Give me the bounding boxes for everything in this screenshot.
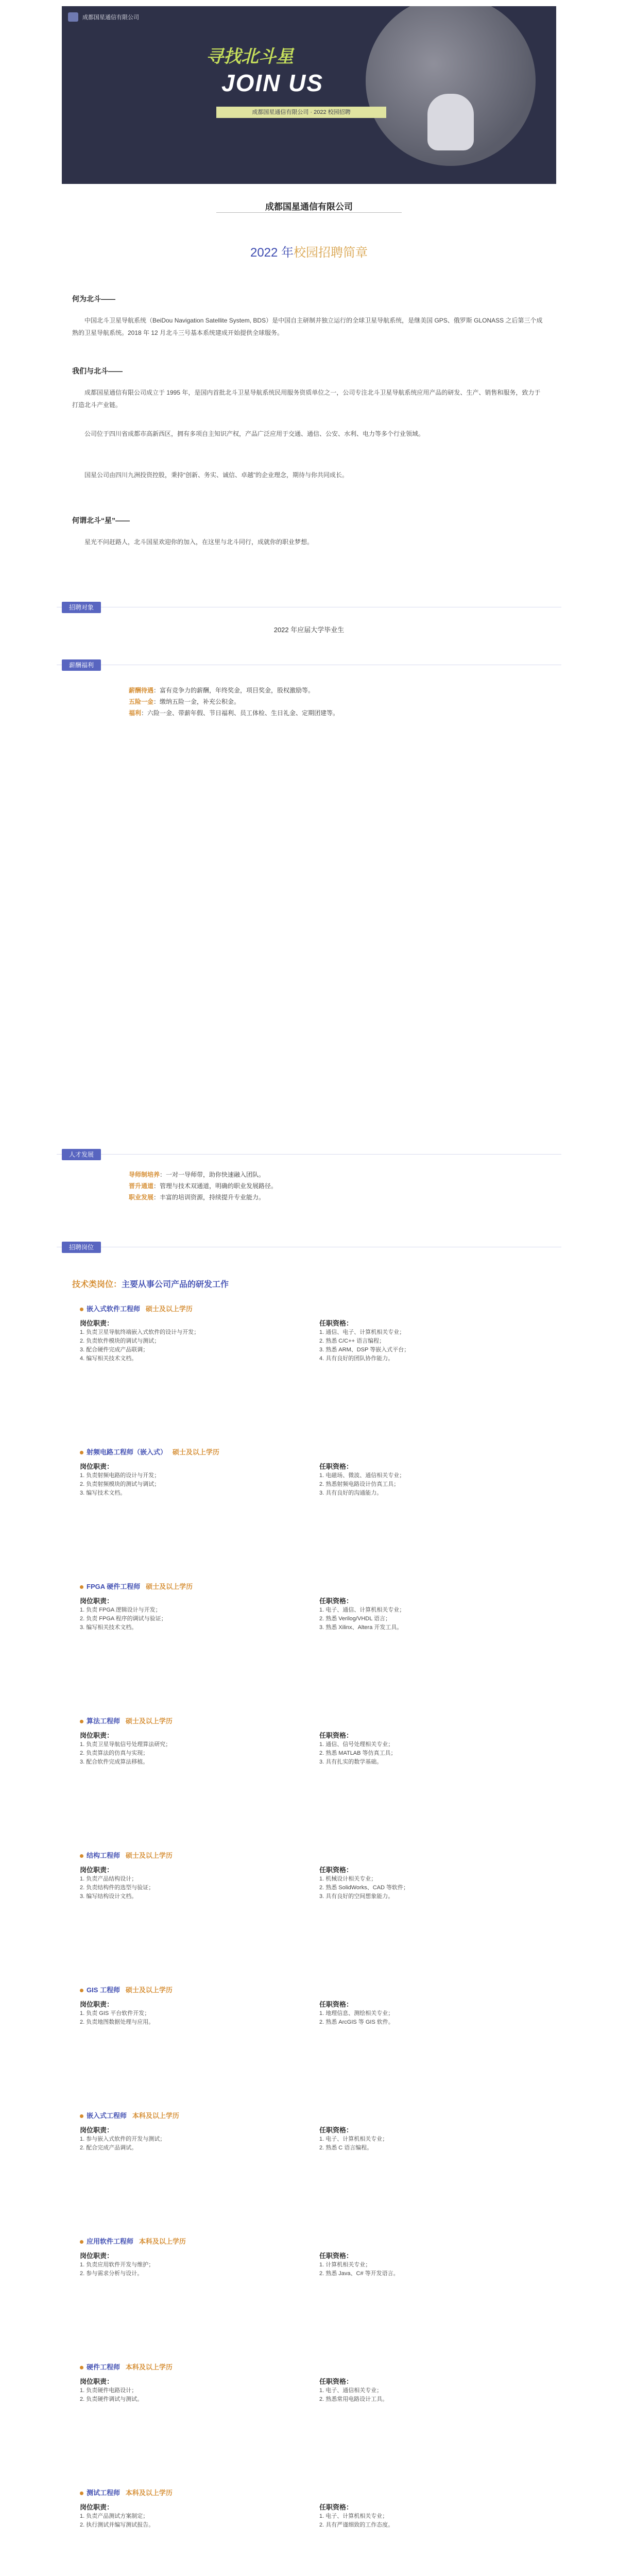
tag-target: 招聘对象 xyxy=(62,602,101,613)
banner-title-cn: 寻找北斗星 xyxy=(206,47,294,66)
dev-item: 导师制培养：一对一导师带，助你快速融入团队。 xyxy=(129,1171,265,1178)
duty-list xyxy=(80,1606,322,1632)
duty-heading: 岗位职责： xyxy=(80,1732,114,1739)
requirement-item: 1. 计算机相关专业； xyxy=(319,2262,371,2268)
bullet-icon xyxy=(80,1585,83,1589)
bullet-icon xyxy=(80,2114,83,2118)
benefit-item: 五险一金：缴纳五险一金，补充公积金。 xyxy=(129,698,241,705)
requirement-item: 2. 具有严谨细致的工作态度。 xyxy=(319,2522,394,2528)
duty-item: 2. 负责 FPGA 程序的调试与验证； xyxy=(80,1616,167,1622)
bullet-icon xyxy=(80,1451,83,1454)
job-title: 射频电路工程师（嵌入式） 硕士及以上学历 xyxy=(80,1447,219,1456)
requirement-list xyxy=(319,1328,561,1363)
hero-banner xyxy=(62,6,556,184)
requirement-item: 2. 熟悉 C 语言编程。 xyxy=(319,2145,373,2151)
target-text: 2022 年应届大学毕业生 xyxy=(273,626,345,634)
who-text-1: 成都国星通信有限公司成立于 1995 年，是国内首批北斗卫星导航系统民用服务资质单位之一，公司专注北斗卫星导航系统应用产品的研发、生产、销售和服务，致力于打造北斗产业链。 xyxy=(72,389,541,409)
job-title: 测试工程师 本科及以上学历 xyxy=(80,2487,173,2497)
bullet-icon xyxy=(80,1854,83,1858)
banner-subtitle: 成都国星通信有限公司 · 2022 校园招聘 xyxy=(216,107,386,118)
logo-mark-icon xyxy=(68,12,78,22)
duty-heading: 岗位职责： xyxy=(80,1866,114,1874)
requirement-item: 1. 电子、通信相关专业； xyxy=(319,2387,383,2394)
why-text: 星光不问赶路人，北斗国星欢迎你的加入，在这里与北斗同行，成就你的职业梦想。 xyxy=(84,538,314,546)
requirement-heading: 任职资格： xyxy=(319,1463,353,1470)
requirement-item: 1. 地理信息、测绘相关专业； xyxy=(319,2010,394,2016)
logo-text: 成都国星通信有限公司 xyxy=(82,14,139,21)
requirement-item: 2. 熟悉 Verilog/VHDL 语言； xyxy=(319,1616,391,1622)
duty-heading: 岗位职责： xyxy=(80,1319,114,1327)
requirement-item: 2. 熟悉常用电路设计工具。 xyxy=(319,2396,388,2402)
duty-item: 2. 配合完成产品调试。 xyxy=(80,2145,138,2151)
duty-item: 1. 负责 FPGA 逻辑设计与开发； xyxy=(80,1607,161,1613)
duty-item: 1. 负责卫星导航终端嵌入式软件的设计与开发； xyxy=(80,1329,200,1335)
duty-list xyxy=(80,1875,322,1901)
duty-heading: 岗位职责： xyxy=(80,2503,114,2511)
bullet-icon xyxy=(80,1720,83,1723)
requirement-item: 4. 具有良好的团队协作能力。 xyxy=(319,1355,394,1362)
duty-item: 3. 编写技术文档。 xyxy=(80,1490,126,1496)
job-title: 嵌入式软件工程师 硕士及以上学历 xyxy=(80,1303,193,1313)
requirement-list xyxy=(319,2512,561,2530)
duty-item: 2. 负责射频模块的测试与调试； xyxy=(80,1481,160,1487)
bullet-icon xyxy=(80,2366,83,2369)
duty-item: 3. 配合软件完成算法移植。 xyxy=(80,1759,149,1765)
duty-heading: 岗位职责： xyxy=(80,1463,114,1470)
requirement-list xyxy=(319,1471,561,1498)
duty-list xyxy=(80,1740,322,1767)
duty-item: 3. 编写相关技术文档。 xyxy=(80,1624,138,1631)
requirement-item: 2. 熟悉 ArcGIS 等 GIS 软件。 xyxy=(319,2019,394,2025)
requirement-heading: 任职资格： xyxy=(319,1319,353,1327)
duty-item: 1. 负责 GIS 平台软件开发； xyxy=(80,2010,150,2016)
bullet-icon xyxy=(80,2240,83,2244)
section-heading-about: 何为北斗—— xyxy=(72,295,115,303)
job-title: 算法工程师 硕士及以上学历 xyxy=(80,1716,173,1725)
bullet-icon xyxy=(80,1308,83,1311)
benefit-item: 薪酬待遇：富有竞争力的薪酬，年终奖金，项目奖金，股权激励等。 xyxy=(129,687,315,694)
duty-heading: 岗位职责： xyxy=(80,2001,114,2008)
job-title: 嵌入式工程师 本科及以上学历 xyxy=(80,2110,179,2120)
requirement-heading: 任职资格： xyxy=(319,1866,353,1874)
duty-item: 2. 负责硬件调试与测试。 xyxy=(80,2396,143,2402)
requirement-list xyxy=(319,1875,561,1901)
job-title: 硬件工程师 本科及以上学历 xyxy=(80,2362,173,2371)
bullet-icon xyxy=(80,2492,83,2495)
banner-title-en: JOIN US xyxy=(221,70,324,96)
requirement-list xyxy=(319,1740,561,1767)
duty-item: 2. 执行测试并编写测试报告。 xyxy=(80,2522,154,2528)
dev-item: 职业发展：丰富的培训资源，持续提升专业能力。 xyxy=(129,1194,265,1201)
requirement-item: 2. 熟悉 C/C++ 语言编程； xyxy=(319,1338,385,1344)
job-title: GIS 工程师 硕士及以上学历 xyxy=(80,1985,173,1994)
divider xyxy=(57,1154,561,1155)
duty-item: 1. 参与嵌入式软件的开发与测试； xyxy=(80,2136,166,2142)
duty-heading: 岗位职责： xyxy=(80,2378,114,2385)
requirement-list xyxy=(319,2009,561,2027)
requirement-heading: 任职资格： xyxy=(319,2001,353,2008)
requirement-item: 1. 电磁场、微波、通信相关专业； xyxy=(319,1472,405,1479)
requirement-item: 1. 电子、计算机相关专业； xyxy=(319,2136,388,2142)
who-text-3: 国星公司由四川九洲投资控股，秉持“创新、务实、诚信、卓越”的企业理念，期待与你共同成长。 xyxy=(84,471,348,479)
duty-item: 2. 负责地图数据处理与应用。 xyxy=(80,2019,154,2025)
tag-benefits: 薪酬福利 xyxy=(62,659,101,671)
requirement-heading: 任职资格： xyxy=(319,2126,353,2134)
duty-item: 2. 负责结构件的选型与验证； xyxy=(80,1885,154,1891)
duty-list xyxy=(80,2135,322,2153)
tag-jobs: 招聘岗位 xyxy=(62,1242,101,1253)
requirement-item: 1. 机械设计相关专业； xyxy=(319,1876,377,1882)
duty-heading: 岗位职责： xyxy=(80,2252,114,2260)
duty-list xyxy=(80,2009,322,2027)
astronaut-illustration xyxy=(427,94,474,150)
requirement-item: 3. 具有扎实的数学基础。 xyxy=(319,1759,383,1765)
job-title: 结构工程师 硕士及以上学历 xyxy=(80,1850,173,1860)
requirement-heading: 任职资格： xyxy=(319,1732,353,1739)
duty-list xyxy=(80,2386,322,2404)
duty-item: 1. 负责射频电路的设计与开发； xyxy=(80,1472,160,1479)
page-title xyxy=(0,242,618,260)
requirement-item: 2. 熟悉 Java、C# 等开发语言。 xyxy=(319,2270,399,2277)
requirement-item: 1. 电子、通信、计算机相关专业； xyxy=(319,1607,405,1613)
duty-item: 2. 负责软件模块的调试与测试； xyxy=(80,1338,160,1344)
requirement-heading: 任职资格： xyxy=(319,2503,353,2511)
duty-item: 1. 负责卫星导航信号处理算法研究； xyxy=(80,1741,171,1748)
requirement-item: 2. 熟悉 SolidWorks、CAD 等软件； xyxy=(319,1885,409,1891)
company-name: 成都国星通信有限公司 xyxy=(265,202,353,212)
duty-item: 2. 负责算法的仿真与实现； xyxy=(80,1750,149,1756)
duty-heading: 岗位职责： xyxy=(80,2126,114,2134)
duty-list xyxy=(80,1328,322,1363)
requirement-list xyxy=(319,1606,561,1632)
duty-list xyxy=(80,2512,322,2530)
requirement-item: 1. 通信、信号处理相关专业； xyxy=(319,1741,394,1748)
duty-item: 2. 参与需求分析与设计。 xyxy=(80,2270,143,2277)
tag-dev: 人才发展 xyxy=(62,1149,101,1160)
requirement-list xyxy=(319,2261,561,2278)
who-text-2: 公司位于四川省成都市高新西区，拥有多项自主知识产权，产品广泛应用于交通、通信、公安、水利、电力等多个行业领域。 xyxy=(84,430,425,437)
requirement-heading: 任职资格： xyxy=(319,2252,353,2260)
section-heading-who: 我们与北斗—— xyxy=(72,367,123,375)
requirement-list xyxy=(319,2386,561,2404)
about-text: 中国北斗卫星导航系统（BeiDou Navigation Satellite System, BDS）是中国自主研制并独立运行的全球卫星导航系统，是继美国 GPS、俄罗斯 GLONASS 之后第三个成熟的卫星导航系统。2018 年 12 月北斗三号基本系统建成开始提供全球服务。 xyxy=(72,317,543,336)
benefit-item: 福利：六险一金、带薪年假、节日福利、员工体检、生日礼金、定期团建等。 xyxy=(129,709,339,717)
dev-item: 晋升通道：管理与技术双通道，明确的职业发展路径。 xyxy=(129,1182,278,1190)
duty-list xyxy=(80,1471,322,1498)
company-logo xyxy=(68,11,181,23)
requirement-item: 3. 熟悉 Xilinx、Altera 开发工具。 xyxy=(319,1624,403,1631)
job-title: FPGA 硬件工程师 硕士及以上学历 xyxy=(80,1581,193,1591)
section-heading-why: 何谓北斗“星”—— xyxy=(72,516,130,524)
duty-list xyxy=(80,2261,322,2278)
requirement-item: 1. 电子、计算机相关专业； xyxy=(319,2513,388,2519)
divider xyxy=(216,212,402,213)
job-category-tech: 技术类岗位：主要从事公司产品的研发工作 xyxy=(72,1280,229,1289)
duty-item: 1. 负责硬件电路设计； xyxy=(80,2387,138,2394)
bullet-icon xyxy=(80,1989,83,1992)
requirement-list xyxy=(319,2135,561,2153)
requirement-item: 2. 熟悉 MATLAB 等仿真工具； xyxy=(319,1750,397,1756)
duty-item: 1. 负责应用软件开发与维护； xyxy=(80,2262,154,2268)
job-title: 应用软件工程师 本科及以上学历 xyxy=(80,2236,186,2246)
duty-item: 4. 编写相关技术文档。 xyxy=(80,1355,138,1362)
requirement-item: 2. 熟悉射频电路设计仿真工具； xyxy=(319,1481,400,1487)
duty-item: 1. 负责产品测试方案制定； xyxy=(80,2513,149,2519)
title-highlight: 校园招聘简章 xyxy=(294,246,368,260)
requirement-heading: 任职资格： xyxy=(319,1597,353,1605)
requirement-item: 3. 具有良好的空间想象能力。 xyxy=(319,1893,394,1900)
duty-item: 3. 配合硬件完成产品联调； xyxy=(80,1347,149,1353)
requirement-item: 3. 熟悉 ARM、DSP 等嵌入式平台； xyxy=(319,1347,410,1353)
duty-heading: 岗位职责： xyxy=(80,1597,114,1605)
duty-item: 3. 编写结构设计文档。 xyxy=(80,1893,138,1900)
duty-item: 1. 负责产品结构设计； xyxy=(80,1876,138,1882)
title-prefix: 2022 年 xyxy=(250,246,294,260)
requirement-item: 3. 具有良好的沟通能力。 xyxy=(319,1490,383,1496)
requirement-heading: 任职资格： xyxy=(319,2378,353,2385)
requirement-item: 1. 通信、电子、计算机相关专业； xyxy=(319,1329,405,1335)
